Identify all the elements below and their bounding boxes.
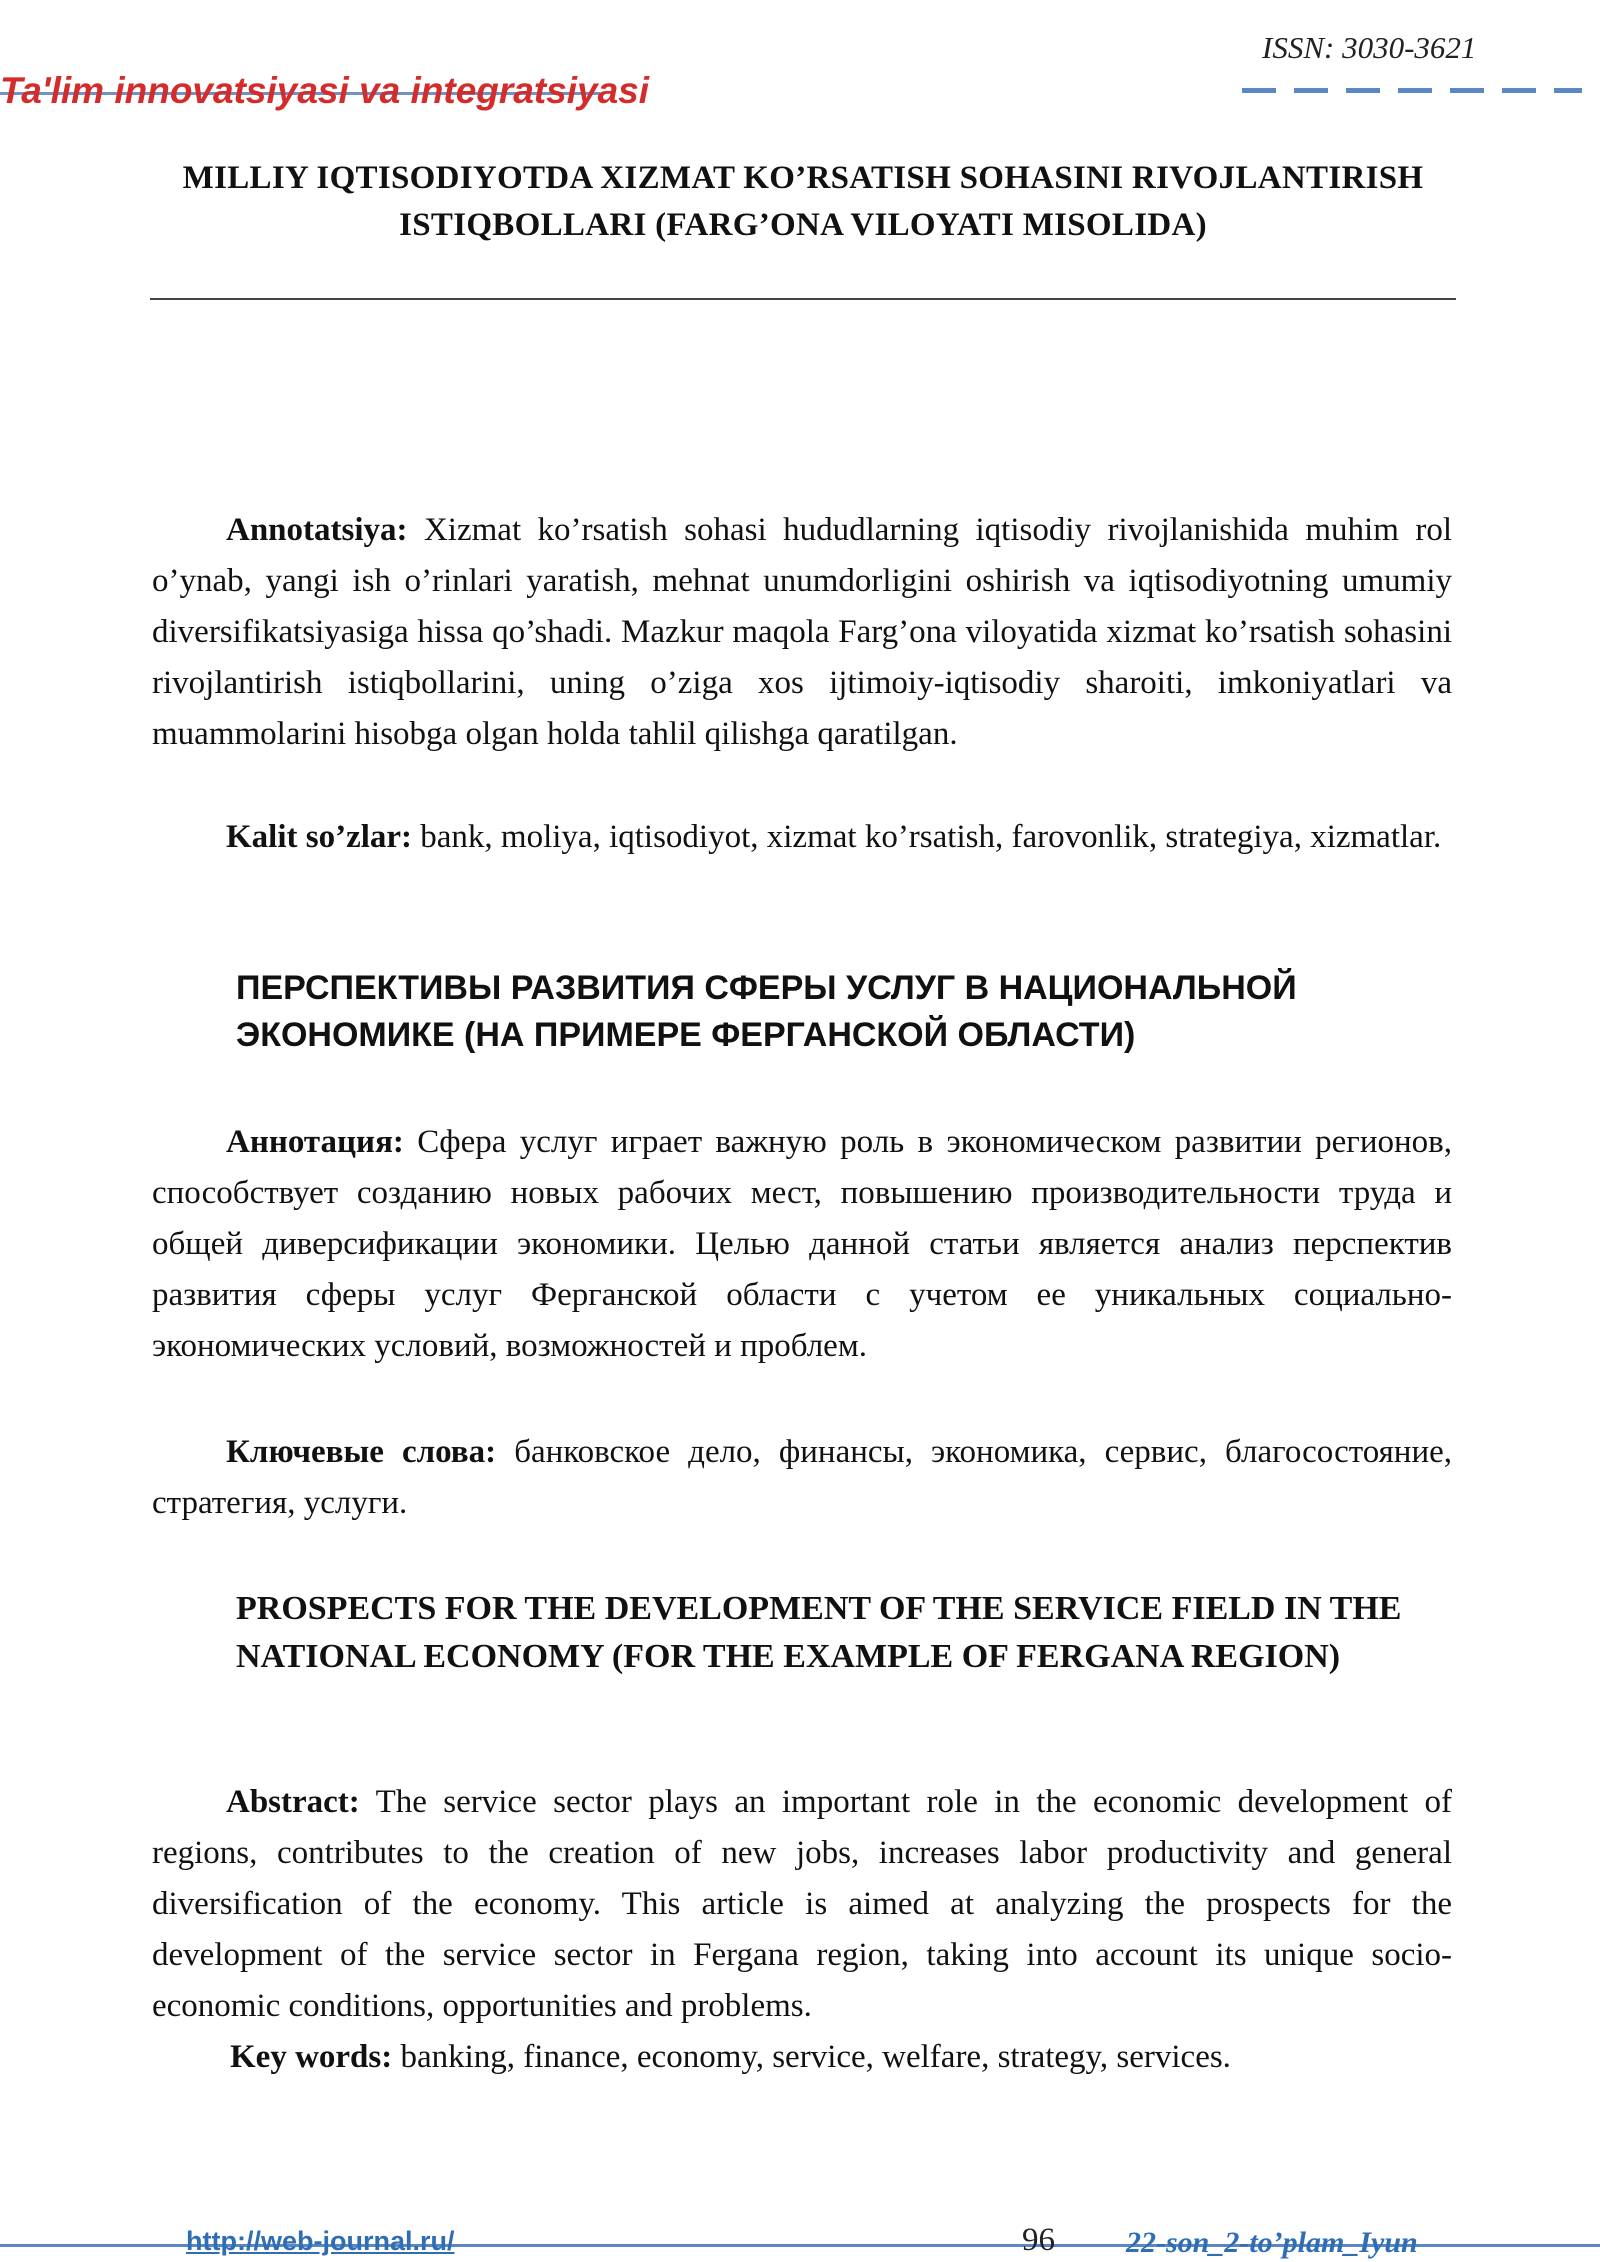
journal-name: Ta'lim innovatsiyasi va integratsiyasi (0, 70, 650, 111)
keywords-ru-text: банковское дело, финансы, экономика, сервис, благосостояние, стратегия, услуги. (152, 1434, 1453, 1521)
abstract-en (152, 1777, 1452, 2032)
title-divider (150, 298, 1456, 300)
journal-url-link[interactable]: http://web-journal.ru/ (186, 2226, 455, 2256)
abstract-en-label: Abstract: (226, 1784, 360, 1820)
keywords-en (152, 2032, 1452, 2083)
annotation-uz-text: Xizmat ko’rsatish sohasi hududlarning iqtisodiy rivojlanishida muhim rol o’ynab, yangi ish o’rinlari yaratish, mehnat unumdorligini oshirish va iqtisodiyotning umumiy diversifikatsiyasiga hissa qo’shadi. Mazkur maqola Farg’ona viloyatida xizmat ko’rsatish sohasini rivojlantirish istiqbollarini, uning o’ziga xos ijtimoiy-iqtisodiy sharoiti, imkoniyatlari va muammolarini hisobga olgan holda tahlil qilishga qaratilgan. (152, 512, 1452, 752)
annotation-uz-label: Annotatsiya: (226, 512, 408, 548)
issue-label: 22-son_2-to’plam_Iyun (1126, 2226, 1418, 2259)
article-title-en: PROSPECTS FOR THE DEVELOPMENT OF THE SERVICE FIELD IN THE NATIONAL ECONOMY (FOR THE EXAMPLE OF FERGANA REGION) (236, 1590, 1402, 1675)
header-dashed-rule (1242, 88, 1582, 93)
keywords-ru (152, 1427, 1452, 1529)
page-number: 96 (1022, 2222, 1055, 2258)
annotation-ru (152, 1117, 1452, 1372)
keywords-ru-label: Ключевые слова: (226, 1434, 497, 1470)
issn-label: ISSN: 3030-3621 (1262, 30, 1477, 65)
keywords-en-label: Key words: (230, 2039, 393, 2075)
annotation-ru-label: Аннотация: (226, 1124, 404, 1160)
annotation-uz (152, 505, 1452, 760)
keywords-en-text: banking, finance, economy, service, welfare, strategy, services. (392, 2039, 1231, 2075)
keywords-uz-text: bank, moliya, iqtisodiyot, xizmat ko’rsatish, farovonlik, strategiya, xizmatlar. (412, 819, 1442, 855)
annotation-ru-text: Сфера услуг играет важную роль в экономическом развитии регионов, способствует созданию новых рабочих мест, повышению производительности труда и общей диверсификации экономики. Целью данной статьи является анализ перспектив развития сферы услуг Ферганской области с учетом ее уникальных социально-экономических условий, возможностей и проблем. (152, 1124, 1452, 1364)
keywords-uz (152, 812, 1452, 863)
article-title-ru: ПЕРСПЕКТИВЫ РАЗВИТИЯ СФЕРЫ УСЛУГ В НАЦИОНАЛЬНОЙ ЭКОНОМИКЕ (НА ПРИМЕРЕ ФЕРГАНСКОЙ ОБЛАСТИ) (236, 969, 1297, 1054)
article-title-uz: MILLIY IQTISODIYOTDA XIZMAT KO’RSATISH SOHASINI RIVOJLANTIRISH ISTIQBOLLARI (FARG’ONA VILOYATI MISOLIDA) (182, 160, 1424, 243)
abstract-en-text: The service sector plays an important role in the economic development of regions, contributes to the creation of new jobs, increases labor productivity and general diversification of the economy. This article is aimed at analyzing the prospects for the development of the service sector in Fergana region, taking into account its unique socio-economic conditions, opportunities and problems. (152, 1784, 1452, 2024)
keywords-uz-label: Kalit so’zlar: (226, 819, 413, 855)
